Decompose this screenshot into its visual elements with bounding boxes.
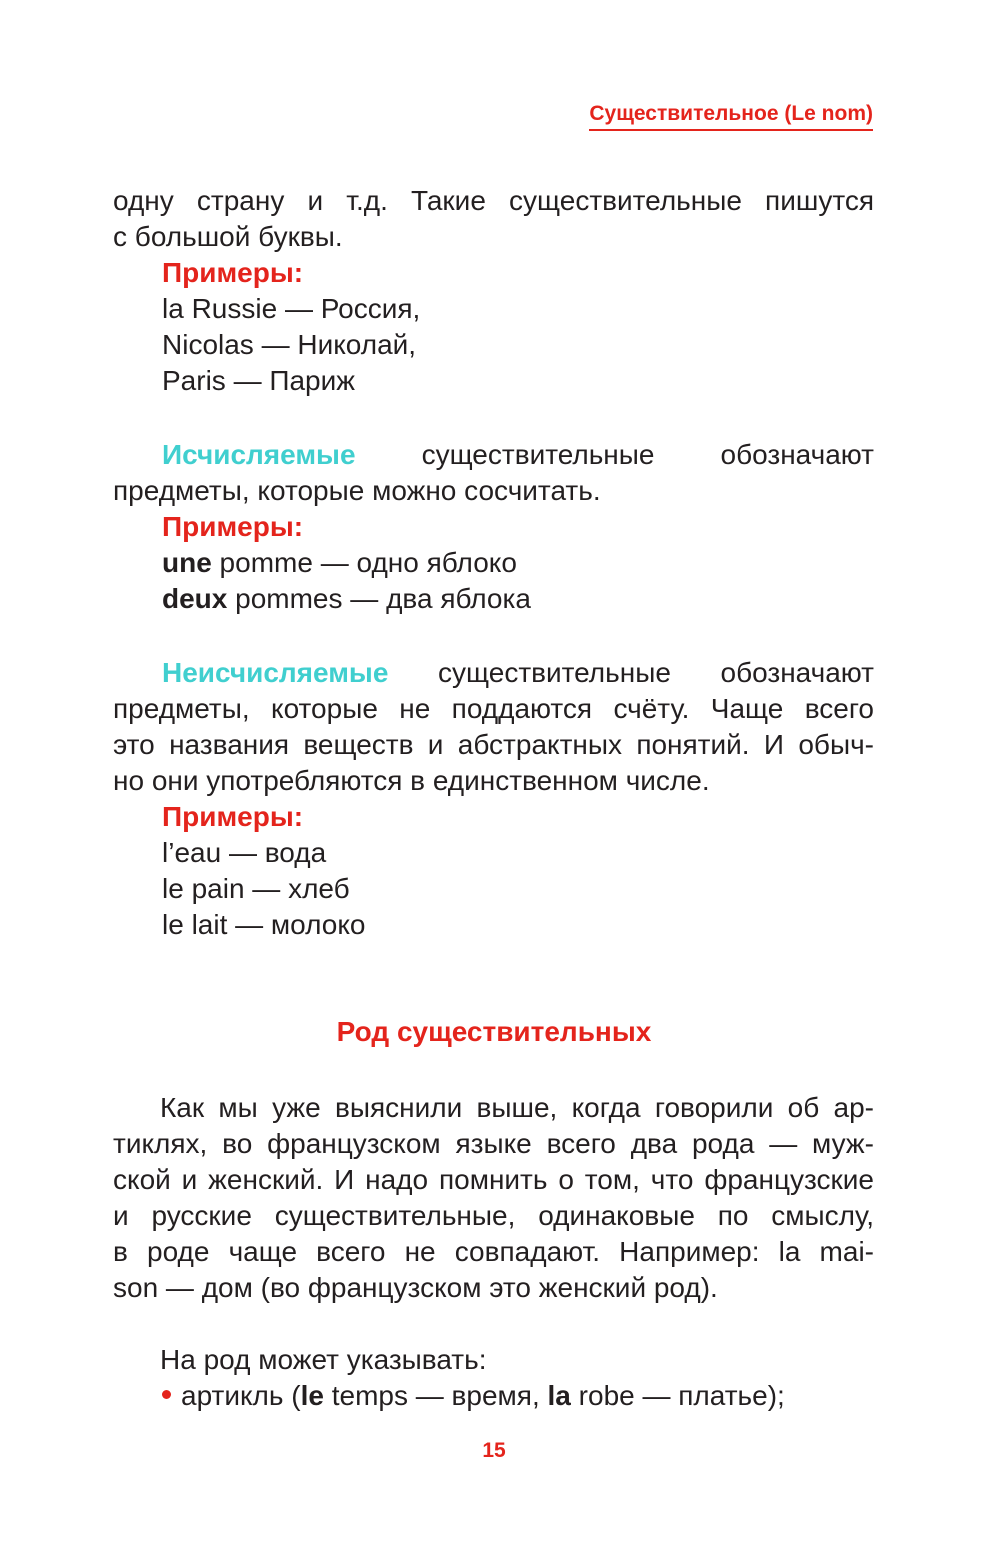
bullet-bold: la [547,1380,571,1411]
paragraph-line: предметы, которые не поддаются счёту. Чаще всего [113,693,874,724]
paragraph-line: ской и женский. И надо помнить о том, что французские [113,1164,874,1195]
bullet-bold: le [300,1380,324,1411]
example-line: Nicolas — Николай, [162,329,417,360]
section-heading: Род существительных [336,1016,652,1047]
bullet-icon [162,1390,171,1399]
bullet-text: temps — время, [323,1380,548,1411]
term-countable: Исчисляемые [162,439,356,470]
paragraph-text: существительные обозначают [355,439,874,470]
paragraph-line: но они употребляются в единственном числе. [113,765,710,796]
paragraph-line: с большой буквы. [113,221,343,252]
bullet-text: robe — платье); [570,1380,785,1411]
paragraph-line: На род может указывать: [160,1344,487,1375]
example-line: le pain — хлеб [162,873,350,904]
examples-label: Примеры: [162,257,304,288]
examples-label: Примеры: [162,511,304,542]
example-bold: une [162,547,212,578]
paragraph-line: son — дом (во французском это женский род). [113,1272,718,1303]
paragraph-line [162,437,874,473]
term-uncountable: Неисчисляемые [162,657,389,688]
page-number: 15 [482,1439,506,1462]
paragraph-line: предметы, которые можно сосчитать. [113,475,601,506]
example-line [162,545,517,581]
paragraph-line [162,655,874,691]
examples-label: Примеры: [162,801,304,832]
paragraph-line: одну страну и т.д. Такие существительные пишутся [113,185,874,216]
bullet-item [162,1378,785,1414]
example-text: pomme — одно яблоко [211,547,517,578]
paragraph-line: это названия веществ и абстрактных понятий. И обыч- [113,729,874,760]
example-line: la Russie — Россия, [162,293,421,324]
example-bold: deux [162,583,228,614]
example-line: l’eau — вода [162,837,327,868]
example-line [162,581,531,617]
paragraph-line: в роде чаще всего не совпадают. Например: la mai- [113,1236,874,1267]
running-header: Существительное (Le nom) [589,102,873,131]
paragraph-line: Как мы уже выяснили выше, когда говорили об ар- [160,1092,874,1123]
paragraph-line: и русские существительные, одинаковые по смыслу, [113,1200,874,1231]
example-text: pommes — два яблока [227,583,531,614]
paragraph-text: существительные обозначают [388,657,874,688]
example-line: le lait — молоко [162,909,366,940]
paragraph-line: тиклях, во французском языке всего два рода — муж- [113,1128,874,1159]
example-line: Paris — Париж [162,365,355,396]
bullet-text: артикль ( [181,1380,301,1411]
